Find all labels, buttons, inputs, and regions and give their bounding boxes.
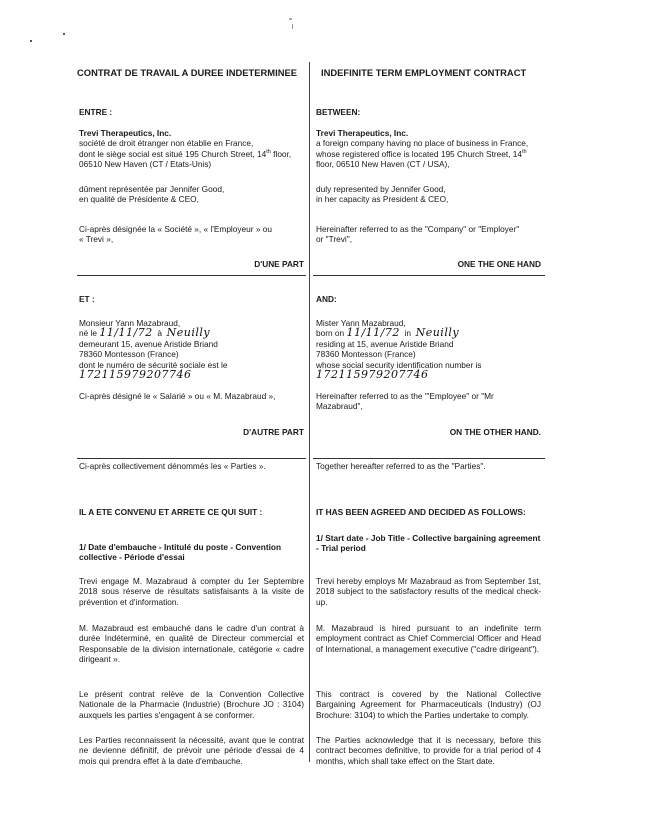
company-address: dont le siège social est situé 195 Church Street, 14th floor, bbox=[79, 148, 292, 159]
handwritten-ssn: 172115979207746 bbox=[316, 368, 429, 382]
scan-speck bbox=[30, 40, 32, 42]
para2-en: M. Mazabraud is hired pursuant to an indefinite term employment contract as Chief Commercial Officer and Head of International, a management executive ("cadre dirigeant"). bbox=[316, 623, 541, 654]
company-name: Trevi Therapeutics, Inc. bbox=[79, 128, 172, 138]
company-block-fr bbox=[79, 128, 291, 170]
rule-line bbox=[313, 458, 545, 459]
agreed-en: IT HAS BEEN AGREED AND DECIDED AS FOLLOWS: bbox=[316, 507, 526, 517]
employee-block-fr: Monsieur Yann Mazabraud, né le 11/11/72 à Neuilly demeurant 15, avenue Aristide Briand 78360 Montesson (France) dont le numéro de sécurité sociale est le 172115979207746 bbox=[79, 318, 228, 382]
company-desc: société de droit étranger non établie en France, bbox=[79, 138, 254, 149]
representative-en: duly represented by Jennifer Good, in her capacity as President & CEO, bbox=[316, 184, 449, 205]
scan-speck bbox=[292, 24, 293, 29]
scan-speck bbox=[63, 33, 65, 35]
rule-line bbox=[77, 275, 306, 276]
scan-speck bbox=[289, 18, 292, 20]
handwritten-birth-date: 11/11/72 bbox=[99, 326, 153, 340]
between-label-en: BETWEEN: bbox=[316, 107, 361, 117]
company-city: floor, 06510 New Haven (CT / USA), bbox=[316, 159, 450, 170]
company-desc: a foreign company having no place of business in France, bbox=[316, 138, 529, 149]
employee-designation-fr: Ci-après désigné le « Salarié » ou « M. Mazabraud », bbox=[79, 391, 276, 401]
handwritten-birth-date: 11/11/72 bbox=[346, 326, 400, 340]
designation-en: Hereinafter referred to as the "Company" or "Employer" or "Trevi", bbox=[316, 224, 520, 245]
contract-title-en: INDEFINITE TERM EMPLOYMENT CONTRACT bbox=[321, 67, 527, 78]
designation-fr: Ci-après désignée la « Société », « l'Employeur » ou « Trevi », bbox=[79, 224, 272, 245]
part-other-fr: D'AUTRE PART bbox=[243, 427, 304, 437]
representative-fr: dûment représentée par Jennifer Good, en qualité de Présidente & CEO, bbox=[79, 184, 225, 205]
section1-title-en: 1/ Start date - Job Title - Collective bargaining agreement - Trial period bbox=[316, 533, 541, 554]
and-label-fr: ET : bbox=[79, 294, 95, 304]
rule-line bbox=[313, 275, 545, 276]
birth-line: born on 11/11/72 in Neuilly bbox=[316, 326, 460, 340]
between-label-fr: ENTRE : bbox=[79, 107, 113, 117]
para4-fr: Les Parties reconnaissent la nécessité, avant que le contrat ne devienne définitif, de prévoir une période d'essai de 4 mois qui prendra effet à la date d'embauche. bbox=[79, 735, 304, 766]
para1-en: Trevi hereby employs Mr Mazabraud as from September 1st, 2018 subject to the satisfactory results of the medical check-up. bbox=[316, 576, 541, 607]
company-name: Trevi Therapeutics, Inc. bbox=[316, 128, 409, 138]
company-address: whose registered office is located 195 Church Street, 14th bbox=[316, 148, 527, 159]
para2-fr: M. Mazabraud est embauché dans le cadre d'un contrat à durée Indéterminé, en qualité de Directeur commercial et Responsable de la division internationale, catégorie « cadre dirigeant ». bbox=[79, 623, 304, 665]
and-label-en: AND: bbox=[316, 294, 337, 304]
parties-fr: Ci-après collectivement dénommés les « Parties ». bbox=[79, 461, 266, 471]
para3-en: This contract is covered by the National Collective Bargaining Agreement for Pharmaceuticals (Industry) (OJ Brochure: 3104) to which the Parties undertake to comply. bbox=[316, 689, 541, 720]
handwritten-ssn: 172115979207746 bbox=[79, 368, 192, 382]
column-divider bbox=[309, 62, 310, 762]
parties-en: Together hereafter referred to as the "Parties". bbox=[316, 461, 486, 471]
para1-fr: Trevi engage M. Mazabraud à compter du 1er Septembre 2018 sous réserve de résultats satisfaisants à la visite de prévention et d'information. bbox=[79, 576, 304, 607]
company-block-en bbox=[316, 128, 528, 170]
part-one-en: ONE THE ONE HAND bbox=[457, 259, 541, 269]
contract-title-fr: CONTRAT DE TRAVAIL A DUREE INDETERMINEE bbox=[77, 67, 297, 78]
part-other-en: ON THE OTHER HAND. bbox=[449, 427, 541, 437]
handwritten-birth-place: Neuilly bbox=[166, 326, 211, 340]
employee-designation-en: Hereinafter referred to as the '"Employee" or "Mr Mazabraud", bbox=[316, 391, 494, 412]
agreed-fr: IL A ETE CONVENU ET ARRETE CE QUI SUIT : bbox=[79, 507, 263, 517]
employee-block-en: Mister Yann Mazabraud, born on 11/11/72 in Neuilly residing at 15, avenue Aristide Briand 78360 Montesson (France) whose social security identification number is 172115979207746 bbox=[316, 318, 482, 382]
part-one-fr: D'UNE PART bbox=[254, 259, 304, 269]
handwritten-birth-place: Neuilly bbox=[415, 326, 460, 340]
para4-en: The Parties acknowledge that it is necessary, before this contract becomes definitive, to provide for a trial period of 4 months, which shall take effect on the Start date. bbox=[316, 735, 541, 766]
section1-title-fr: 1/ Date d'embauche - Intitulé du poste - Convention collective - Période d'essai bbox=[79, 542, 282, 563]
birth-line: né le 11/11/72 à Neuilly bbox=[79, 326, 211, 340]
para3-fr: Le présent contrat relève de la Convention Collective Nationale de la Pharmacie (Industrie) (Brochure JO : 3104) auxquels les parties s'engagent à se conformer. bbox=[79, 689, 304, 720]
rule-line bbox=[77, 458, 306, 459]
company-city: 06510 New Haven (CT / Etats-Unis) bbox=[79, 159, 212, 170]
